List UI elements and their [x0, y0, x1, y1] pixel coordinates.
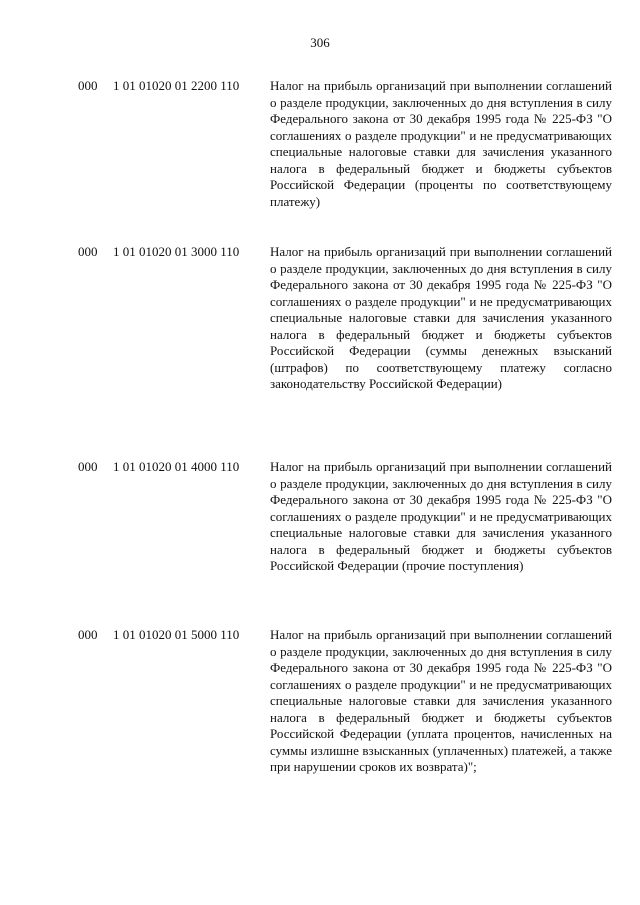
page-number: 306	[310, 35, 330, 50]
administrator-code: 000	[78, 78, 98, 93]
administrator-code: 000	[78, 459, 98, 474]
income-description: Налог на прибыль организаций при выполнении соглашений о разделе продукции, заключенных до дня вступления в силу Федерального закона от 30 декабря 1995 года № 225-ФЗ "О соглашениях о разделе продукции" и не предусматривающих специальные налоговые ставки для зачисления указанного налога в федеральный бюджет и бюджеты субъектов Российской Федерации (прочие поступления)	[270, 459, 612, 573]
income-description: Налог на прибыль организаций при выполнении соглашений о разделе продукции, заключенных до дня вступления в силу Федерального закона от 30 декабря 1995 года № 225-ФЗ "О соглашениях о разделе продукции" и не предусматривающих специальные налоговые ставки для зачисления указанного налога в федеральный бюджет и бюджеты субъектов Российской Федерации (проценты по соответствующему платежу)	[270, 78, 612, 209]
income-description: Налог на прибыль организаций при выполнении соглашений о разделе продукции, заключенных до дня вступления в силу Федерального закона от 30 декабря 1995 года № 225-ФЗ "О соглашениях о разделе продукции" и не предусматривающих специальные налоговые ставки для зачисления указанного налога в федеральный бюджет и бюджеты субъектов Российской Федерации (суммы денежных взысканий (штрафов) по соответствующему платежу согласно законодательству Российской Федерации)	[270, 244, 612, 391]
budget-classification-code: 1 01 01020 01 5000 110	[113, 627, 240, 642]
administrator-code: 000	[78, 627, 98, 642]
administrator-code: 000	[78, 244, 98, 259]
budget-classification-code: 1 01 01020 01 4000 110	[113, 459, 240, 474]
income-description: Налог на прибыль организаций при выполнении соглашений о разделе продукции, заключенных до дня вступления в силу Федерального закона от 30 декабря 1995 года № 225-ФЗ "О соглашениях о разделе продукции" и не предусматривающих специальные налоговые ставки для зачисления указанного налога в федеральный бюджет и бюджеты субъектов Российской Федерации (уплата процентов, начисленных на суммы излишне взысканных (уплаченных) платежей, а также при нарушении сроков их возврата)";	[270, 627, 612, 774]
budget-classification-code: 1 01 01020 01 2200 110	[113, 78, 240, 93]
budget-classification-code: 1 01 01020 01 3000 110	[113, 244, 240, 259]
